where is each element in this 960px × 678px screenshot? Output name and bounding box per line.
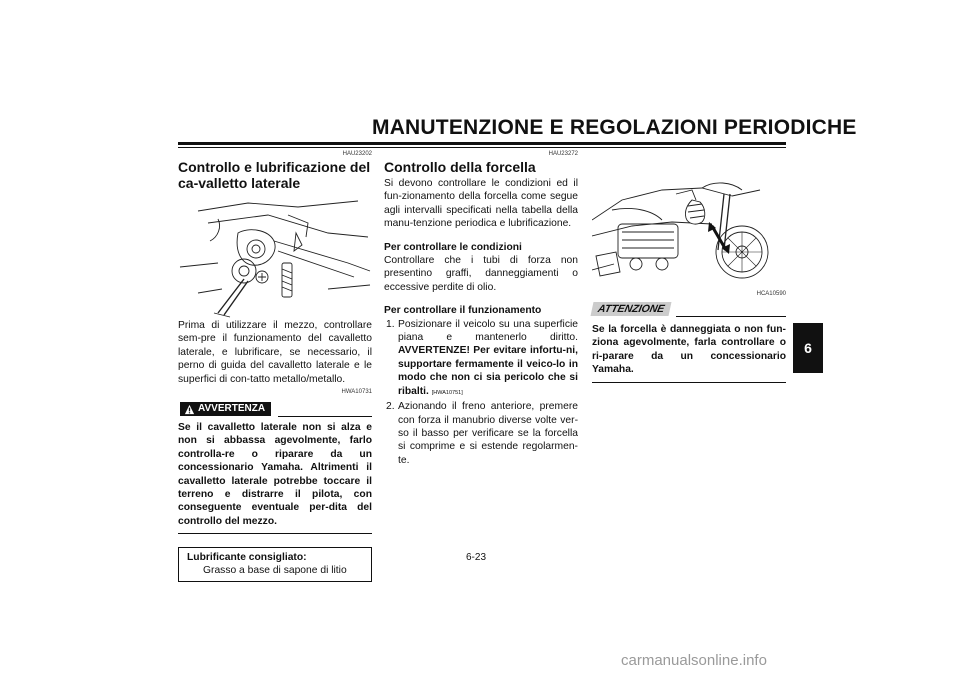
caution-end-rule: [592, 382, 786, 383]
section-title-fork: Controllo della forcella: [384, 159, 536, 175]
page-number: 6-23: [466, 552, 487, 563]
step-warning-code: [HWA10751]: [431, 389, 463, 396]
caution-label: ATTENZIONE: [591, 302, 672, 316]
right-column: [592, 150, 786, 383]
section-title-sidestand: Controllo e lubrificazione del ca-valletto laterale: [178, 159, 371, 191]
warning-end-rule: [178, 533, 372, 534]
caution-rule: [676, 316, 786, 317]
chapter-tab: 6: [793, 323, 823, 373]
warning-badge: [180, 402, 271, 416]
watermark: carmanualsonline.info: [621, 652, 767, 669]
sidestand-body: Prima di utilizzare il mezzo, controllare sem-pre il funzionamento del cavalletto laterale, e lubrificare, se necessario, il perno di guida del cavalletto laterale e le superfici di con-tatto metallo/metallo.: [178, 320, 372, 385]
step-text: Azionando il freno anteriore, premere con forza il manubrio diverse volte ver-so il basso per verificare se la forcella si comprime e si estende regolarmen-te.: [398, 401, 578, 466]
lubricant-heading: Lubrificante consigliato:: [187, 552, 307, 564]
left-column: [178, 150, 372, 582]
step-text: Posizionare il veicolo su una superficie piana e mantenerlo diritto.: [398, 318, 578, 344]
step-number: 1.: [386, 318, 395, 330]
section-code: HAU23272: [548, 151, 578, 157]
sidestand-illustration: [178, 193, 372, 319]
warning-text: Se il cavalletto laterale non si alza e non si abbassa agevolmente, farlo controlla-re o riparare da un concessionario Yamaha. Altrimenti il cavalletto laterale potrebbe toccare il terreno e distrarre il pilota, con conseguente eventuale per-dita del controllo del mezzo.: [178, 422, 372, 527]
step-warning: AVVERTENZE! Per evitare infortu-ni, supportare fermamente il veico-lo in modo che non ci sia pericolo che si ribalti.: [398, 345, 578, 397]
warning-triangle-icon: [184, 404, 195, 415]
caution-text: Se la forcella è danneggiata o non fun-ziona agevolmente, farla controllare o ri-parare da un concessionario Yamaha.: [592, 324, 786, 376]
step-1: [384, 318, 578, 400]
warning-label: AVVERTENZA: [198, 403, 266, 415]
caution-header: [592, 300, 786, 318]
step-2: [384, 400, 578, 467]
condition-heading: Per controllare le condizioni: [384, 241, 522, 253]
lubricant-box: [178, 547, 372, 582]
step-number: 2.: [386, 401, 395, 413]
caution-code: HCA10590: [756, 291, 786, 297]
fork-intro: Si devono controllare le condizioni ed il fun-zionamento della forcella come segue agli intervalli specificati nella tabella della manu-tenzione periodica e lubrificazione.: [384, 178, 578, 230]
warning-code: HWA10731: [341, 389, 372, 396]
section-code: HAU23202: [342, 151, 372, 157]
header-rule-thin: [178, 147, 786, 148]
page-title: MANUTENZIONE E REGOLAZIONI PERIODICHE: [372, 116, 857, 139]
function-heading: Per controllare il funzionamento: [384, 305, 542, 317]
middle-column: [384, 150, 578, 467]
warning-rule: [278, 416, 372, 417]
front-fork-illustration: [592, 160, 786, 288]
lubricant-value: Grasso a base di sapone di litio: [203, 565, 347, 577]
header-rule: [178, 142, 786, 145]
warning-header: [178, 400, 372, 418]
condition-text: Controllare che i tubi di forza non presentino graffi, danneggiamenti o eccessive perdite di olio.: [384, 255, 578, 293]
function-steps: [384, 318, 578, 467]
